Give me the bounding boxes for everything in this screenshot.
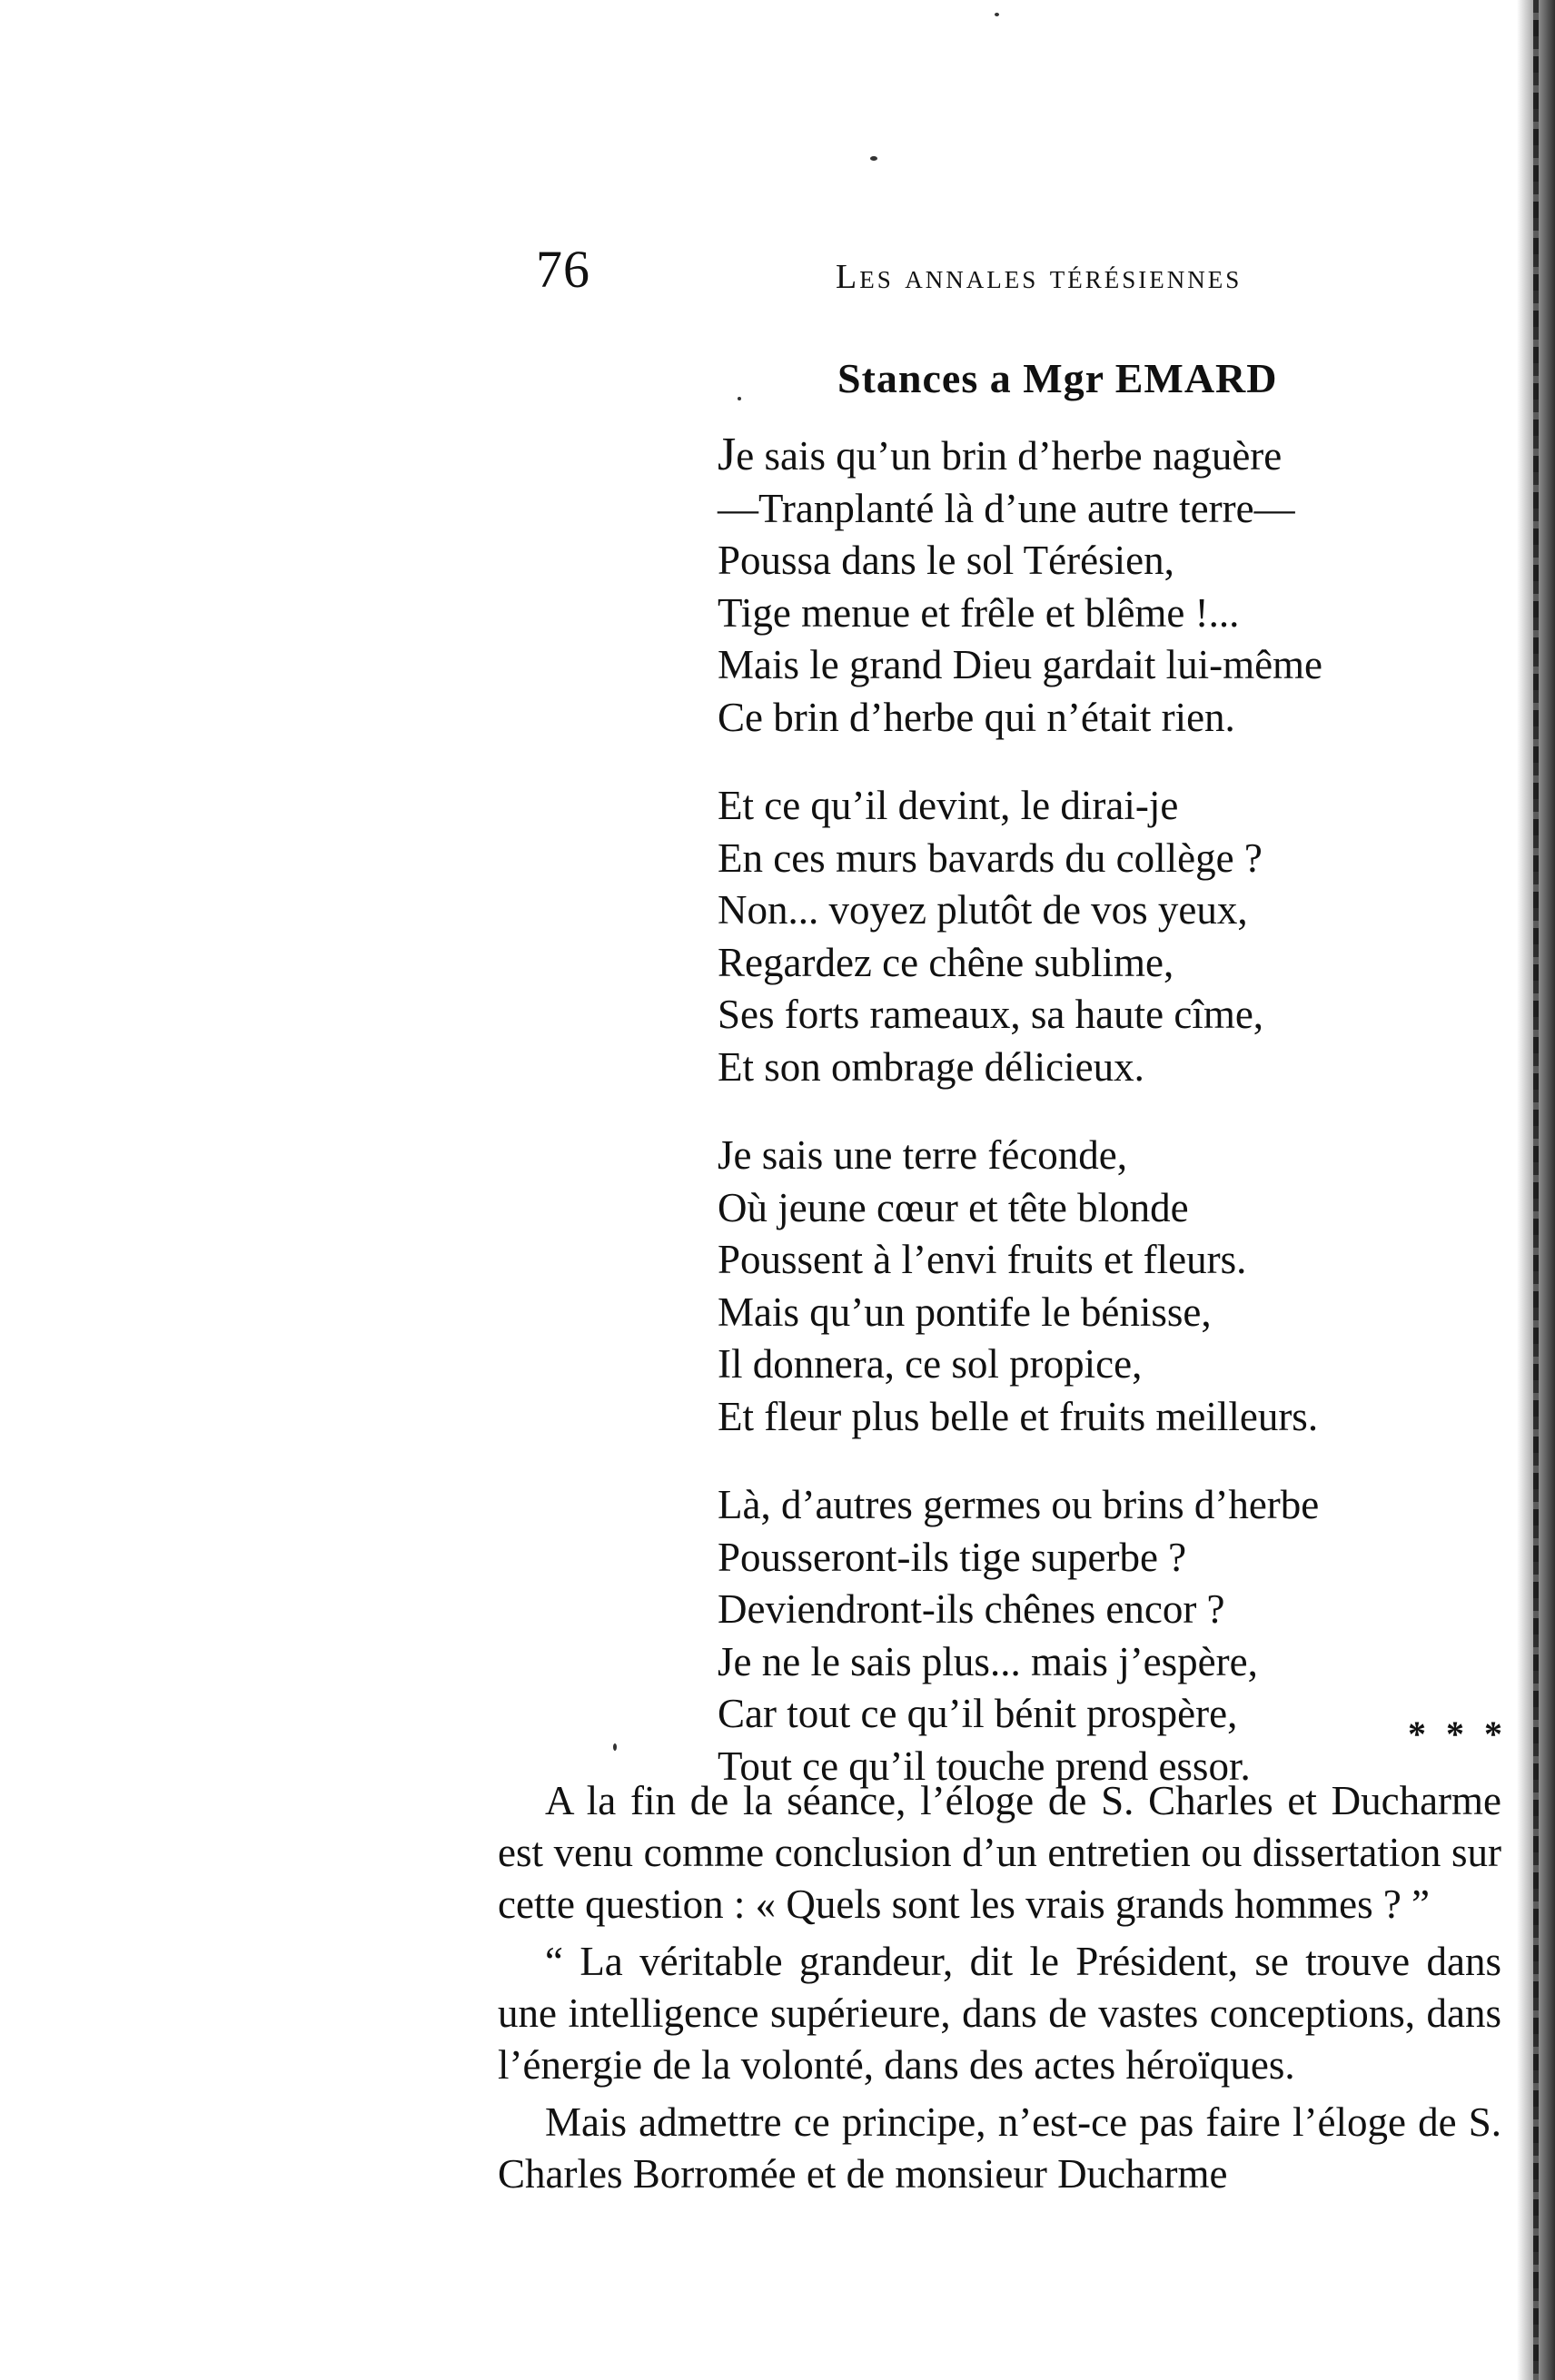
poem — [718, 429, 1499, 1829]
verse: Non... voyez plutôt de vos yeux, — [718, 887, 1248, 933]
paragraph: Mais admettre ce principe, n’est-ce pas faire l’éloge de S. Charles Borromée et de monsieur Ducharme — [498, 2099, 1501, 2197]
verse: Je sais qu’un brin d’herbe naguère — [718, 429, 1283, 480]
verse: Car tout ce qu’il bénit prospère, — [718, 1691, 1238, 1736]
poem-title: Stances a Mgr EMARD — [837, 355, 1278, 401]
verse: Ses forts rameaux, sa haute cîme, — [718, 992, 1264, 1037]
verse: Et son ombrage délicieux. — [718, 1043, 1144, 1090]
page-number: 76 — [536, 240, 590, 299]
running-head: les annales térésiennes — [836, 258, 1243, 296]
verse: Ce brin d’herbe qui n’était rien. — [718, 694, 1235, 740]
verse: —Tranplanté là d’une autre terre— — [718, 485, 1295, 531]
stanza-1 — [718, 429, 1499, 744]
verse: Et ce qu’il devint, le dirai-je — [718, 783, 1179, 828]
binding-edge — [1533, 0, 1539, 2380]
verse: Tout ce qu’il touche prend essor. — [718, 1743, 1251, 1789]
verse: Pousseront-ils tige superbe ? — [718, 1534, 1187, 1580]
stanza-3 — [718, 1130, 1499, 1443]
paragraph: “ La véritable grandeur, dit le Président, se trouve dans une intelligence supérieure, dans de vastes conceptions, dans l’énergie de la volonté, dans des actes héroïques. — [498, 1939, 1501, 2088]
verse: Il donnera, ce sol propice, — [718, 1341, 1143, 1387]
stanza-2 — [718, 780, 1499, 1093]
page-header — [536, 240, 1444, 316]
verse: Deviendront-ils chênes encor ? — [718, 1586, 1225, 1632]
verse: Je sais une terre féconde, — [718, 1132, 1128, 1178]
verse: Regardez ce chêne sublime, — [718, 939, 1174, 985]
section-ornament: * * * — [1408, 1713, 1508, 1754]
paragraph: A la fin de la séance, l’éloge de S. Charles et Ducharme est venu comme conclusion d’un entretien ou dissertation sur cette question : « Quels sont les vrais grands hommes ? ” — [498, 1778, 1501, 1927]
verse: Où jeune cœur et tête blonde — [718, 1184, 1189, 1230]
stanza-4 — [718, 1479, 1499, 1792]
verse: En ces murs bavards du collège ? — [718, 834, 1263, 881]
speck-3 — [613, 1743, 617, 1751]
prose-body — [498, 1775, 1501, 2206]
verse: Je ne le sais plus... mais j’espère, — [718, 1638, 1258, 1684]
speck-4 — [738, 397, 741, 400]
speck-1 — [870, 156, 877, 161]
verse: Mais qu’un pontife le bénisse, — [718, 1289, 1212, 1335]
speck-2 — [995, 13, 999, 16]
verse: Et fleur plus belle et fruits meilleurs. — [718, 1393, 1319, 1439]
verse: Poussent à l’envi fruits et fleurs. — [718, 1237, 1247, 1282]
verse: Là, d’autres germes ou brins d’herbe — [718, 1482, 1320, 1527]
verse: Poussa dans le sol Térésien, — [718, 538, 1174, 583]
verse: Tige menue et frêle et blême !... — [718, 589, 1240, 636]
verse: Mais le grand Dieu gardait lui-même — [718, 642, 1323, 687]
